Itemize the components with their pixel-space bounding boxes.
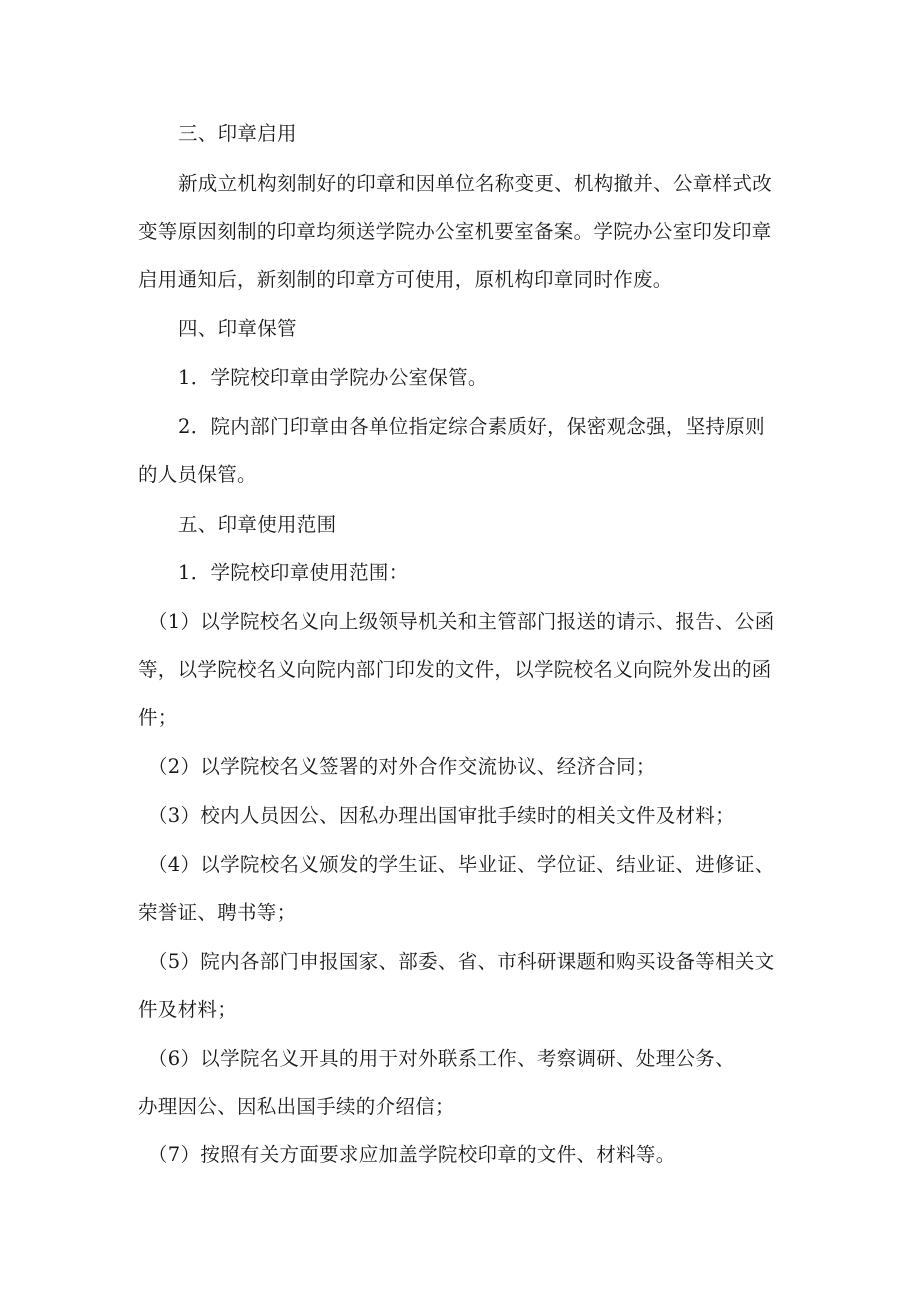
list-item-line: 件； bbox=[138, 706, 178, 729]
section-heading-seal-custody: 四、印章保管 bbox=[178, 317, 297, 340]
section-heading-seal-activation: 三、印章启用 bbox=[178, 122, 297, 145]
paragraph-line: 变等原因刻制的印章均须送学院办公室机要室备案。学院办公室印发印章 bbox=[138, 220, 772, 243]
list-item-line: 荣誉证、聘书等； bbox=[138, 901, 297, 924]
list-item-line: 的人员保管。 bbox=[138, 463, 257, 486]
list-item-line: （2）以学院校名义签署的对外合作交流协议、经济合同； bbox=[148, 755, 656, 778]
paragraph-line: 新成立机构刻制好的印章和因单位名称变更、机构撤并、公章样式改 bbox=[178, 172, 773, 195]
paragraph-line: 启用通知后，新刻制的印章方可使用，原机构印章同时作废。 bbox=[138, 268, 673, 291]
list-item-line: 2．院内部门印章由各单位指定综合素质好，保密观念强，坚持原则 bbox=[178, 415, 765, 438]
section-heading-seal-scope: 五、印章使用范围 bbox=[178, 513, 337, 536]
list-item-line: 1．学院校印章使用范围： bbox=[178, 561, 409, 584]
list-item-line: （1）以学院校名义向上级领导机关和主管部门报送的请示、报告、公函 bbox=[148, 610, 775, 633]
list-item-line: 件及材料； bbox=[138, 998, 238, 1021]
list-item-line: （5）院内各部门申报国家、部委、省、市科研课题和购买设备等相关文 bbox=[148, 950, 775, 973]
list-item-line: （3）校内人员因公、因私办理出国审批手续时的相关文件及材料； bbox=[148, 804, 735, 827]
list-item-line: （4）以学院校名义颁发的学生证、毕业证、学位证、结业证、进修证、 bbox=[148, 853, 775, 876]
list-item-line: （7）按照有关方面要求应加盖学院校印章的文件、材料等。 bbox=[148, 1143, 676, 1166]
list-item-line: 1．学院校印章由学院办公室保管。 bbox=[178, 366, 488, 389]
list-item-line: 等，以学院校名义向院内部门印发的文件，以学院校名义向院外发出的函 bbox=[138, 658, 772, 681]
list-item-line: （6）以学院名义开具的用于对外联系工作、考察调研、处理公务、 bbox=[148, 1047, 735, 1070]
list-item-line: 办理因公、因私出国手续的介绍信； bbox=[138, 1095, 455, 1118]
